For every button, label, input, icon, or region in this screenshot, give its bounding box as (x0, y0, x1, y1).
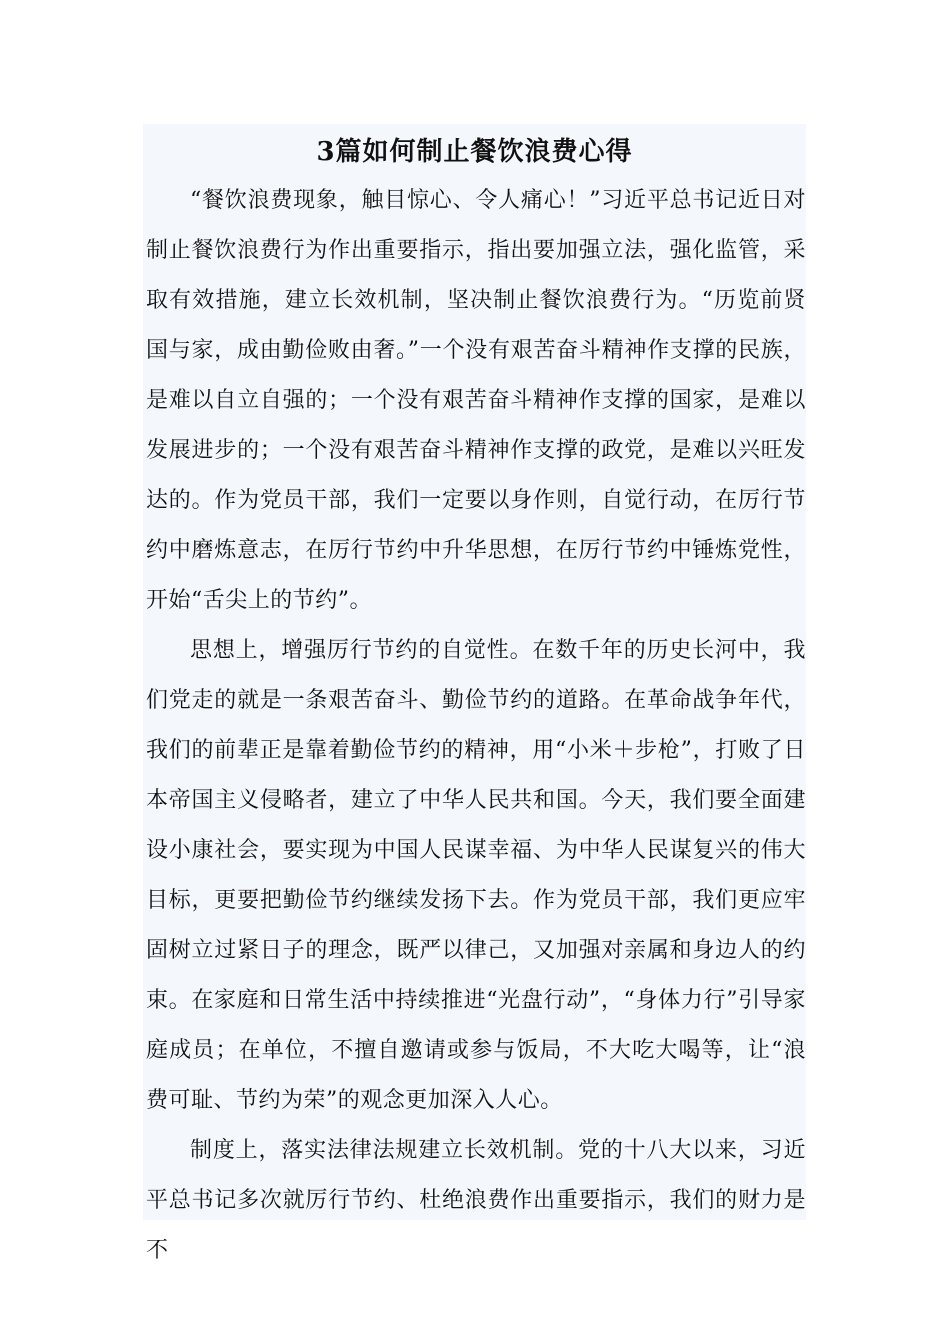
document-title: 3篇如何制止餐饮浪费心得 (316, 137, 633, 167)
paragraph-2: 思想上，增强厉行节约的自觉性。在数千年的历史长河中，我们党走的就是一条艰苦奋斗、勤俭节约的道路。在革命战争年代，我们的前辈正是靠着勤俭节约的精神，用“小米＋步枪”，打败了日本帝国主义侵略者，建立了中华人民共和国。今天，我们要全面建设小康社会，要实现为中国人民谋幸福、为中华人民谋复兴的伟大目标，更要把勤俭节约继续发扬下去。作为党员干部，我们更应牢固树立过紧日子的理念，既严以律己，又加强对亲属和身边人的约束。在家庭和日常生活中持续推进“光盘行动”，“身体力行”引导家庭成员；在单位，不擅自邀请或参与饭局，不大吃大喝等，让“浪费可耻、节约为荣”的观念更加深入人心。 (146, 638, 806, 1113)
document-body (146, 176, 806, 1276)
paragraph-1: “餐饮浪费现象，触目惊心、令人痛心！”习近平总书记近日对制止餐饮浪费行为作出重要指示，指出要加强立法，强化监管，采取有效措施，建立长效机制，坚决制止餐饮浪费行为。“历览前贤国与家，成由勤俭败由奢。”一个没有艰苦奋斗精神作支撑的民族，是难以自立自强的；一个没有艰苦奋斗精神作支撑的国家，是难以发展进步的；一个没有艰苦奋斗精神作支撑的政党，是难以兴旺发达的。作为党员干部，我们一定要以身作则，自觉行动，在厉行节约中磨炼意志，在厉行节约中升华思想，在厉行节约中锤炼党性，开始“舌尖上的节约”。 (146, 188, 806, 613)
paragraph-3: 制度上，落实法律法规建立长效机制。党的十八大以来，习近平总书记多次就厉行节约、杜绝浪费作出重要指示，我们的财力是不 (146, 1138, 806, 1263)
